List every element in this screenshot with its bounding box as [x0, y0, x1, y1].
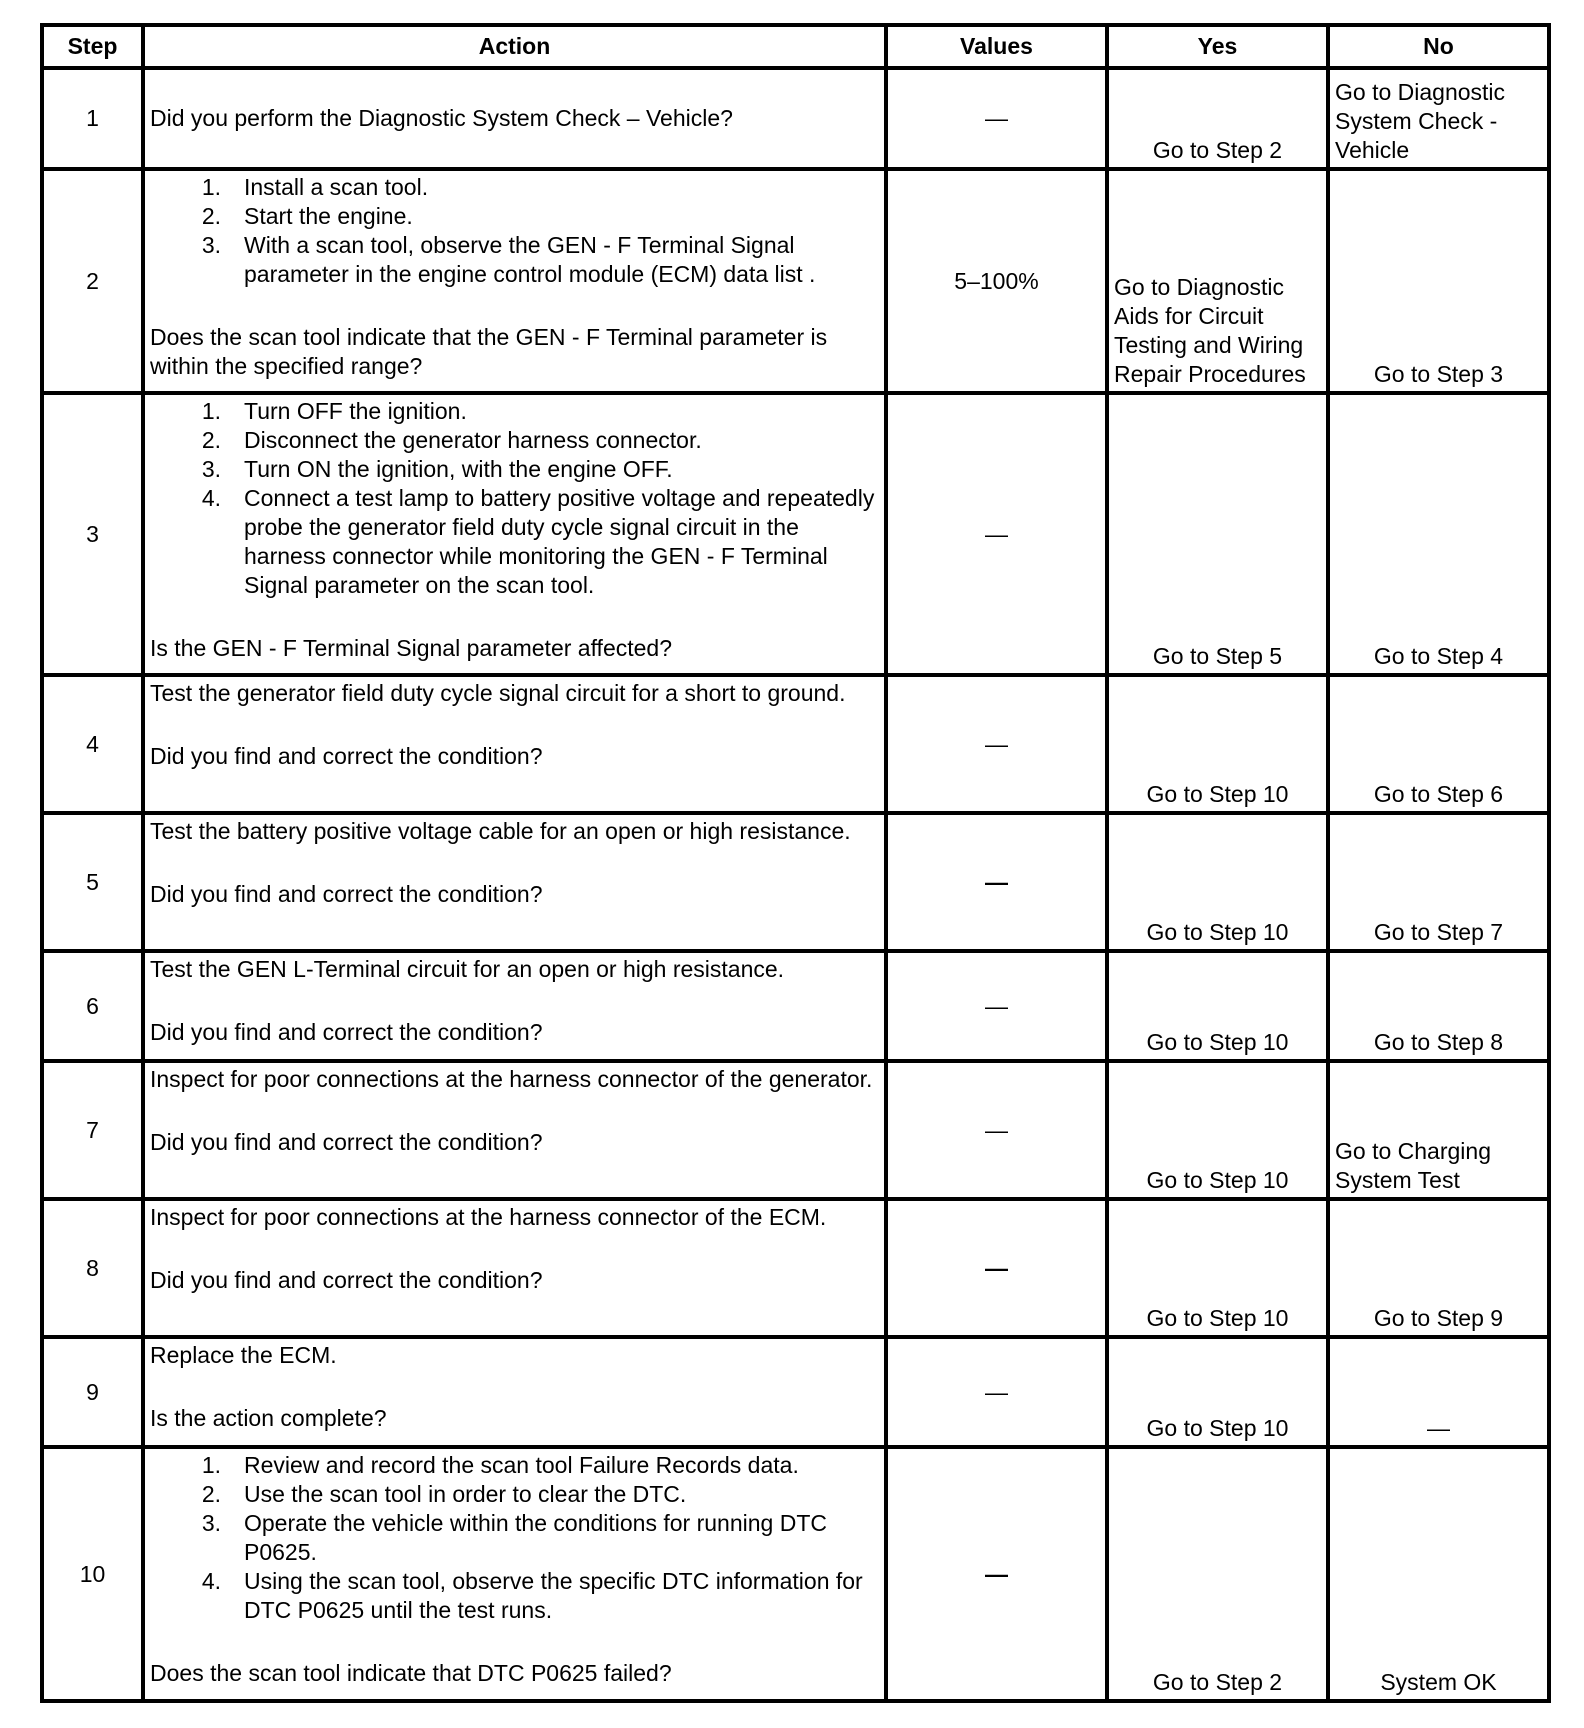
action-statement: Inspect for poor connections at the harness connector of the ECM. — [150, 1204, 827, 1230]
action-question: Did you find and correct the condition? — [150, 1129, 543, 1155]
substep-list — [150, 1451, 879, 1625]
yes-cell: Go to Step 2 — [1107, 68, 1328, 169]
yes-cell: Go to Step 10 — [1107, 675, 1328, 813]
substep-number: 2. — [201, 1481, 221, 1507]
yes-cell: Go to Step 5 — [1107, 393, 1328, 675]
substep — [150, 1451, 879, 1480]
action-statement: Replace the ECM. — [150, 1342, 337, 1368]
substep-text: Connect a test lamp to battery positive voltage and repeatedly probe the generator field duty cycle signal circuit in the harness connector while monitoring the GEN - F Terminal Signal parameter on the scan tool. — [244, 485, 875, 598]
header-action: Action — [143, 25, 886, 68]
action-cell — [143, 951, 886, 1061]
header-yes: Yes — [1107, 25, 1328, 68]
substep — [150, 173, 879, 202]
substep-text: Disconnect the generator harness connector. — [244, 427, 702, 453]
action-question: Did you find and correct the condition? — [150, 1019, 543, 1045]
no-cell: Go to Step 8 — [1328, 951, 1549, 1061]
header-no: No — [1328, 25, 1549, 68]
substep-text: Using the scan tool, observe the specific DTC information for DTC P0625 until the test runs. — [244, 1568, 863, 1623]
no-cell: Go to Step 7 — [1328, 813, 1549, 951]
yes-cell: Go to Step 10 — [1107, 1061, 1328, 1199]
no-cell: Go to Diagnostic System Check - Vehicle — [1328, 68, 1549, 169]
header-row — [42, 25, 1549, 68]
substep-text: Turn ON the ignition, with the engine OFF. — [244, 456, 673, 482]
step-number: 10 — [42, 1447, 143, 1701]
action-question: Did you find and correct the condition? — [150, 743, 543, 769]
action-cell — [143, 393, 886, 675]
value-cell: — — [886, 1447, 1107, 1701]
substep — [150, 202, 879, 231]
yes-cell: Go to Step 10 — [1107, 951, 1328, 1061]
no-cell: Go to Step 6 — [1328, 675, 1549, 813]
step-number: 7 — [42, 1061, 143, 1199]
table-row — [42, 1337, 1549, 1447]
action-cell — [143, 1199, 886, 1337]
substep-text: Install a scan tool. — [244, 174, 429, 200]
substep-number: 3. — [201, 1510, 221, 1536]
table-row — [42, 951, 1549, 1061]
table-row — [42, 68, 1549, 169]
substep-number: 1. — [201, 398, 221, 424]
substep-number: 4. — [201, 1568, 221, 1594]
value-cell: — — [886, 68, 1107, 169]
table-row — [42, 169, 1549, 393]
action-cell — [143, 1337, 886, 1447]
no-cell: Go to Step 3 — [1328, 169, 1549, 393]
table-row — [42, 675, 1549, 813]
step-number: 8 — [42, 1199, 143, 1337]
substep — [150, 1567, 879, 1625]
step-number: 6 — [42, 951, 143, 1061]
no-cell: Go to Step 4 — [1328, 393, 1549, 675]
substep-number: 2. — [201, 203, 221, 229]
substep — [150, 484, 879, 600]
action-statement: Test the GEN L-Terminal circuit for an open or high resistance. — [150, 956, 785, 982]
substep-text: Turn OFF the ignition. — [244, 398, 467, 424]
value-cell: 5–100% — [886, 169, 1107, 393]
action-statement: Test the battery positive voltage cable for an open or high resistance. — [150, 818, 851, 844]
header-values: Values — [886, 25, 1107, 68]
table-row — [42, 393, 1549, 675]
action-statement: Inspect for poor connections at the harness connector of the generator. — [150, 1066, 873, 1092]
action-question: Did you find and correct the condition? — [150, 881, 543, 907]
substep-number: 1. — [201, 1452, 221, 1478]
action-cell — [143, 169, 886, 393]
action-cell — [143, 1061, 886, 1199]
substep — [150, 397, 879, 426]
step-number: 5 — [42, 813, 143, 951]
action-cell — [143, 1447, 886, 1701]
substep-number: 1. — [201, 174, 221, 200]
action-cell — [143, 675, 886, 813]
step-number: 4 — [42, 675, 143, 813]
substep-list — [150, 397, 879, 600]
substep-text: Operate the vehicle within the conditions for running DTC P0625. — [244, 1510, 827, 1565]
substep-text: With a scan tool, observe the GEN - F Terminal Signal parameter in the engine control module (ECM) data list . — [244, 232, 816, 287]
no-cell: System OK — [1328, 1447, 1549, 1701]
table-row — [42, 1447, 1549, 1701]
substep-number: 3. — [201, 456, 221, 482]
yes-cell: Go to Step 10 — [1107, 1337, 1328, 1447]
action-question: Did you find and correct the condition? — [150, 1267, 543, 1293]
substep — [150, 1480, 879, 1509]
value-cell: — — [886, 951, 1107, 1061]
substep-list — [150, 173, 879, 289]
substep-number: 4. — [201, 485, 221, 511]
value-cell: — — [886, 675, 1107, 813]
action-cell — [143, 813, 886, 951]
yes-cell: Go to Step 10 — [1107, 1199, 1328, 1337]
yes-cell: Go to Diagnostic Aids for Circuit Testing and Wiring Repair Procedures — [1107, 169, 1328, 393]
action-question: Is the action complete? — [150, 1405, 387, 1431]
action-question: Does the scan tool indicate that the GEN - F Terminal parameter is within the specified range? — [150, 324, 828, 379]
substep — [150, 455, 879, 484]
substep-text: Start the engine. — [244, 203, 413, 229]
step-number: 9 — [42, 1337, 143, 1447]
substep — [150, 426, 879, 455]
action-question: Is the GEN - F Terminal Signal parameter affected? — [150, 635, 673, 661]
action-question: Does the scan tool indicate that DTC P0625 failed? — [150, 1660, 672, 1686]
action-question: Did you perform the Diagnostic System Check – Vehicle? — [143, 68, 886, 169]
action-statement: Test the generator field duty cycle signal circuit for a short to ground. — [150, 680, 846, 706]
step-number: 2 — [42, 169, 143, 393]
substep — [150, 231, 879, 289]
value-cell: — — [886, 393, 1107, 675]
diagnostic-table — [40, 23, 1551, 1703]
substep — [150, 1509, 879, 1567]
value-cell: — — [886, 1061, 1107, 1199]
substep-text: Review and record the scan tool Failure Records data. — [244, 1452, 799, 1478]
yes-cell: Go to Step 2 — [1107, 1447, 1328, 1701]
value-cell: — — [886, 813, 1107, 951]
substep-number: 2. — [201, 427, 221, 453]
header-step: Step — [42, 25, 143, 68]
table-row — [42, 813, 1549, 951]
value-cell: — — [886, 1337, 1107, 1447]
step-number: 3 — [42, 393, 143, 675]
no-cell: Go to Step 9 — [1328, 1199, 1549, 1337]
no-cell: Go to Charging System Test — [1328, 1061, 1549, 1199]
table-row — [42, 1061, 1549, 1199]
substep-number: 3. — [201, 232, 221, 258]
yes-cell: Go to Step 10 — [1107, 813, 1328, 951]
substep-text: Use the scan tool in order to clear the DTC. — [244, 1481, 687, 1507]
table-row — [42, 1199, 1549, 1337]
step-number: 1 — [42, 68, 143, 169]
no-cell: — — [1328, 1337, 1549, 1447]
value-cell: — — [886, 1199, 1107, 1337]
